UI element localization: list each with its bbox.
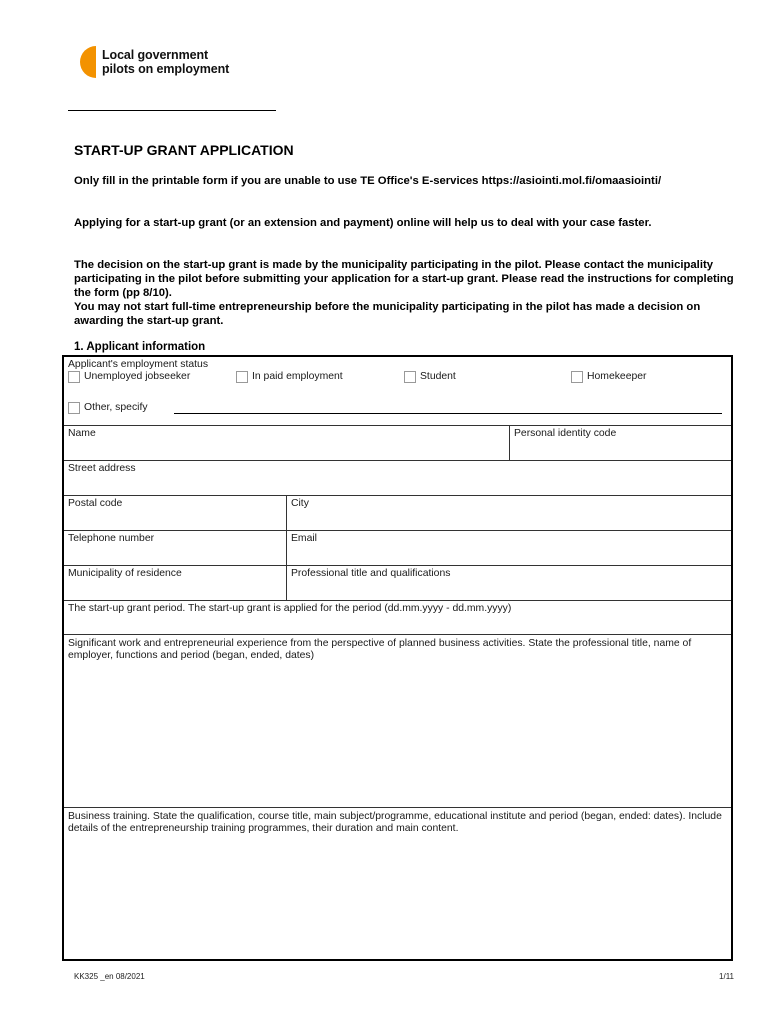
section-applicant-title: 1. Applicant information — [74, 341, 206, 353]
form-code: KK325 _en 08/2021 — [74, 972, 145, 981]
telephone-label: Telephone number — [68, 533, 155, 544]
header-rule — [68, 110, 276, 111]
checkbox-student[interactable] — [404, 371, 416, 383]
employment-status-block — [64, 357, 731, 426]
applicant-form — [62, 355, 733, 961]
logo-line-1: Local government — [102, 48, 209, 62]
logo-mark-icon — [80, 46, 96, 78]
page-number: 1/11 — [719, 972, 734, 981]
option-employed-label: In paid employment — [252, 371, 343, 382]
name-label: Name — [68, 428, 96, 439]
telephone-field[interactable] — [64, 531, 286, 566]
email-label: Email — [291, 533, 317, 544]
page-title: START-UP GRANT APPLICATION — [74, 142, 294, 158]
municipality-field[interactable] — [64, 566, 286, 601]
city-field[interactable] — [287, 496, 731, 531]
street-address-field[interactable] — [64, 461, 731, 496]
logo-text — [102, 48, 229, 76]
intro-start-warning: You may not start full-time entrepreneurship before the municipality participating in the pilot has made a decision on awarding the start-up grant. — [74, 301, 701, 327]
personal-id-field[interactable] — [510, 426, 731, 461]
employment-status-label: Applicant's employment status — [68, 359, 209, 370]
option-unemployed-label: Unemployed jobseeker — [84, 371, 191, 382]
experience-label: Significant work and entrepreneurial experience from the perspective of planned business activities. State the professional title, name of employer, functions and period (began, ended, dates) — [68, 638, 692, 661]
option-homekeeper-label: Homekeeper — [587, 371, 647, 382]
city-label: City — [291, 498, 309, 509]
option-other[interactable] — [68, 402, 148, 414]
checkbox-other[interactable] — [68, 402, 80, 414]
profession-label: Professional title and qualifications — [291, 568, 451, 579]
email-field[interactable] — [287, 531, 731, 566]
postal-code-label: Postal code — [68, 498, 123, 509]
option-employed[interactable] — [236, 371, 343, 383]
option-homekeeper[interactable] — [571, 371, 647, 383]
municipality-label: Municipality of residence — [68, 568, 182, 579]
personal-id-label: Personal identity code — [514, 428, 617, 439]
business-training-label: Business training. State the qualification, course title, main subject/programme, educational institute and period (began, ended: dates). Include details of the entrepreneurship training programmes, their duration and main content. — [68, 811, 722, 834]
intro-decision — [74, 258, 734, 328]
street-address-label: Street address — [68, 463, 136, 474]
option-student-label: Student — [420, 371, 456, 382]
intro-decision-text: The decision on the start-up grant is made by the municipality participating in the pilot. Please contact the municipality participating in the pilot before submitting your application for a start-up grant. Please read the instructions for completing the form (pp 8/10). — [74, 259, 734, 299]
postal-code-field[interactable] — [64, 496, 286, 531]
name-field[interactable] — [64, 426, 509, 461]
intro-online: Applying for a start-up grant (or an extension and payment) online will help us to deal with your case faster. — [74, 217, 652, 229]
grant-period-label: The start-up grant period. The start-up grant is applied for the period (dd.mm.yyyy - dd.mm.yyyy) — [68, 603, 512, 614]
profession-field[interactable] — [287, 566, 731, 601]
logo — [80, 46, 229, 78]
logo-line-2: pilots on employment — [102, 62, 230, 76]
option-unemployed[interactable] — [68, 371, 190, 383]
option-other-label: Other, specify — [84, 402, 148, 413]
checkbox-employed[interactable] — [236, 371, 248, 383]
option-student[interactable] — [404, 371, 456, 383]
checkbox-homekeeper[interactable] — [571, 371, 583, 383]
grant-period-field[interactable] — [64, 601, 731, 635]
intro-eservices: Only fill in the printable form if you are unable to use TE Office's E-services https://asiointi.mol.fi/omaasiointi/ — [74, 175, 662, 187]
other-specify-input[interactable] — [174, 413, 722, 414]
business-training-field[interactable] — [64, 808, 731, 959]
experience-field[interactable] — [64, 635, 731, 808]
checkbox-unemployed[interactable] — [68, 371, 80, 383]
